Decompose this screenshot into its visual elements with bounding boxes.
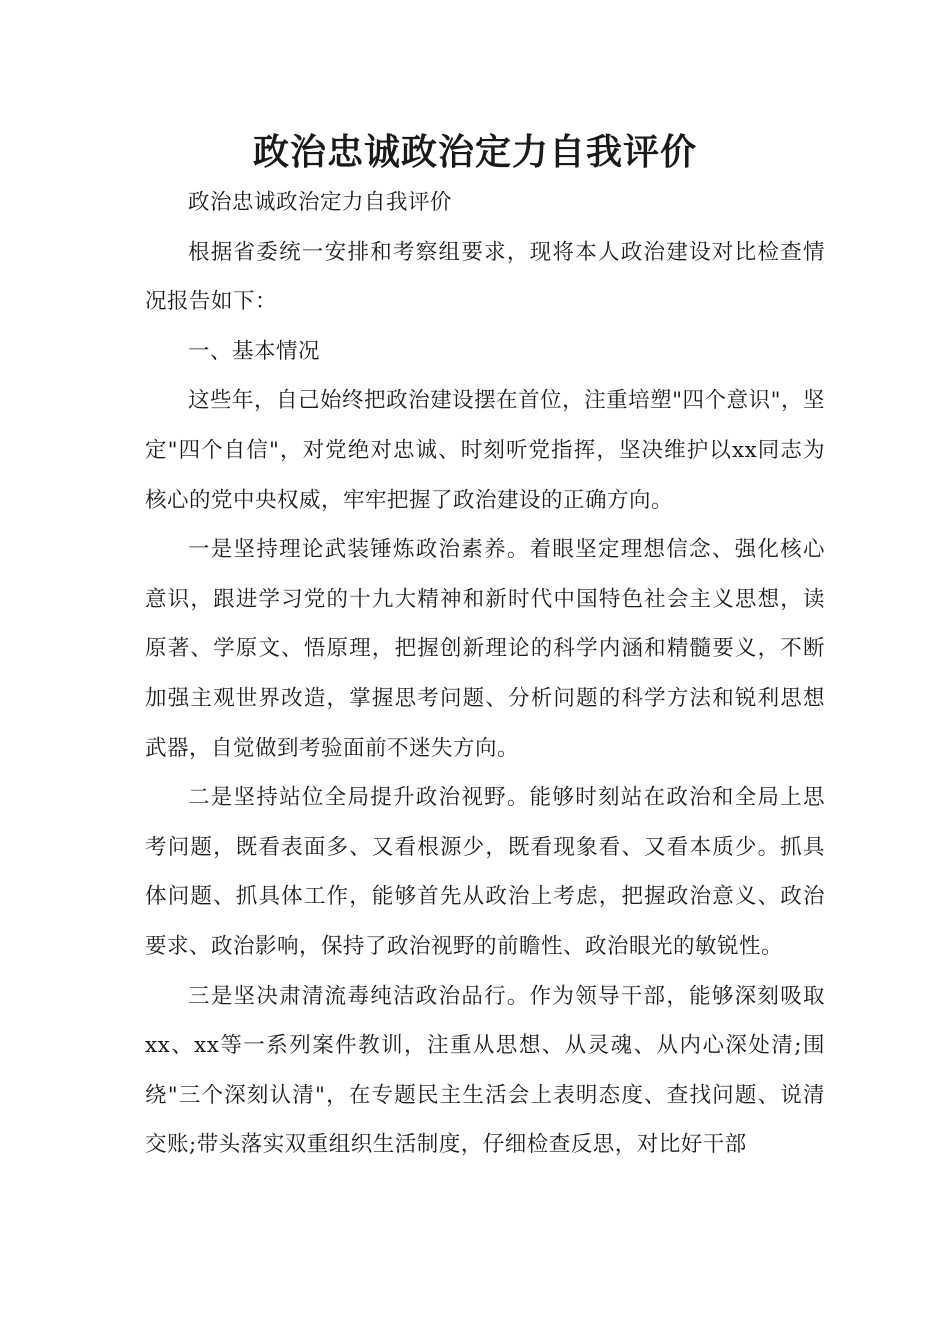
paragraph-subtitle: 政治忠诚政治定力自我评价: [188, 190, 453, 215]
paragraph-point-two: 二是坚持站位全局提升政治视野。能够时刻站在政治和全局上思考问题，既看表面多、又看根源少，既看现象看、又看本质少。抓具体问题、抓具体工作，能够首先从政治上考虑，把握政治意义、政治要求、政治影响，保持了政治视野的前瞻性、政治眼光的敏锐性。: [145, 785, 825, 959]
document-title: 政治忠诚政治定力自我评价: [252, 132, 697, 173]
section-heading-basic-situation: 一、基本情况: [188, 338, 321, 364]
paragraph-point-one: 一是坚持理论武装锤炼政治素养。着眼坚定理想信念、强化核心意识，跟进学习党的十九大精神和新时代中国特色社会主义思想，读原著、学原文、悟原理，把握创新理论的科学内涵和精髓要义，不断加强主观世界改造，掌握思考问题、分析问题的科学方法和锐利思想武器，自觉做到考验面前不迷失方向。: [145, 537, 825, 761]
paragraph-overview: 这些年，自己始终把政治建设摆在首位，注重培塑"四个意识"，坚定"四个自信"，对党绝对忠诚、时刻听党指挥，坚决维护以xx同志为核心的党中央权威，牢牢把握了政治建设的正确方向。: [145, 388, 825, 513]
document-body: [145, 178, 825, 1170]
paragraph-intro: 根据省委统一安排和考察组要求，现将本人政治建设对比检查情况报告如下：: [145, 239, 825, 315]
paragraph-point-three: 三是坚决肃清流毒纯洁政治品行。作为领导干部，能够深刻吸取xx、xx等一系列案件教训，注重从思想、从灵魂、从内心深处清;围绕"三个深刻认清"，在专题民主生活会上表明态度、查找问题、说清交账;带头落实双重组织生活制度，仔细检查反思，对比好干部: [145, 983, 825, 1158]
